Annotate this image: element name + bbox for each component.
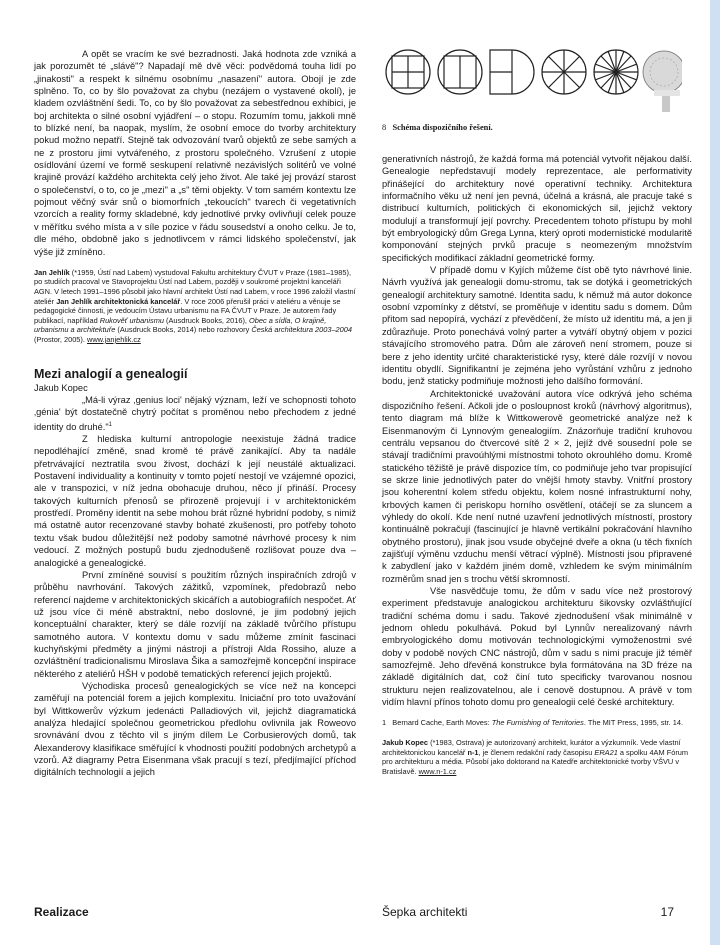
bio-text-5: (Ausdruck Books, 2014) nebo rozhovory	[115, 325, 252, 335]
footnote-text-2: . The MIT Press, 1995, str. 14.	[583, 718, 684, 728]
quote-text: „Má-li výraz ‚genius loci' nějaký význam, leží ve schopnosti tohoto ‚génia' být dostatečně chytrý počítat s proměnou nebo přechodem z jedné identity do druhé."	[34, 394, 356, 432]
footnote-number: 1	[382, 718, 387, 728]
footnote-ref: 1	[108, 421, 112, 428]
right-paragraph-4: Vše nasvědčuje tomu, že dům v sadu více než prostorový experiment představuje analogickou architekturu šikovsky ozvláštňující tradiční schéma domu i sadu. Takové zjednodušení však minimálně v jednom ohledu pokulhává. Pokud byl Lynnův nerealizovaný návrh embryologického domu motivován technologickými vymoženostmi své doby v podobě nových CNC nástrojů, dům v sadu s nimi pracuje již téměř samozřejmě. Jeho dřevěná konstrukce byla formátována na 3D fréze na základě digitálních dat, což činí tuto specificky tvarovanou nosnou strukturu nejen realizovatelnou, ale i cenově dostupnou. A právě v tom vidím hlavní přínos tohoto domu pro genealogii celé české architektury.	[382, 586, 692, 708]
footnote	[382, 718, 692, 728]
bio-text-2: . V roce 2006 přerušil práci v ateliéru a věnuje se pedagogické činnosti, je vedoucím Ústavu urbanismu na FA ČVUT v Praze. Je autorem řady publikací, například	[34, 296, 341, 325]
page-edge-strip	[710, 0, 720, 945]
figure-caption	[382, 123, 493, 132]
bio2-journal: ERA21	[594, 747, 618, 757]
page-footer	[0, 905, 710, 925]
footer-title: Šepka architekti	[382, 905, 468, 919]
layout-scheme-figure	[382, 46, 682, 118]
footnote-title: The Furnishing of Territories	[491, 718, 584, 728]
caption-text: Schéma dispozičního řešení.	[392, 123, 493, 132]
diagram-step-3	[490, 50, 534, 94]
left-column	[34, 48, 356, 779]
paragraph-2: Z hlediska kulturní antropologie neexistuje žádná tradice nepodléhající změně, snad kromě té právě zanikající. Aby ta nadále přetrvávající neztratila svou živost, dochází k její neustálé aktualizaci. Postavení individuality a kontinuity v tomto pojetí nestojí ve vzájemné opozici, ale v transpozici, v níž jedna obohacuje druhou, něco jí přináší. Procesy takových kulturních přenosů se přirozeně projevují i v architektonickém prostředí. Proměny identit na sebe mohou brát různé hybridní podoby, s nimiž má ostatně autor recenzované stavby bohaté zkušenosti, pro potřeby tohoto textu však budou důležitější než podoby samotné návrhové procesy k nim vedoucí. Z možných postupů budu zjednodušeně rozlišovat pouze dva – analogické a genealogické.	[34, 434, 356, 568]
diagram-step-4	[542, 50, 586, 94]
epigraph-quote	[34, 394, 356, 433]
diagram-step-5	[594, 50, 638, 94]
bio2-website-link[interactable]: www.n-1.cz	[418, 766, 457, 776]
caption-number: 8	[382, 123, 387, 132]
bio2-text-3: a spolku 4AM Fórum pro architekturu a média. Působí jako doktorand na Katedře architektonické tvorby VŠVU v Bratislavě.	[382, 747, 689, 776]
right-paragraph-1: generativních nástrojů, že každá forma má potenciál vytvořit nějakou další. Genealogie nepředstavují modely reprezentace, ale performativity přinášející do architektury nové operativní techniky. Architektura informačního věku už není jen pevná, účelná a krásná, ale pracuje také s distribucí kulturních, politických či ekonomických sil, jejichž vektory modulují a transformují její povrchy. Precedentem tohoto přístupu by mohl být embryologický dům Grega Lynna, který oproti modernistické modularitě komponování stejných prvků pracuje s neomezeným množstvím specifických modifikací základní geometrické formy.	[382, 154, 692, 263]
author-bio-kopec	[382, 738, 692, 776]
bio-studio: Jan Jehlík architektonická kancelář	[56, 296, 181, 306]
layout-diagram-svg	[382, 46, 682, 118]
right-paragraph-3: Architektonické uvažování autora více odkrývá jeho schéma dispozičního řešení. Ačkoli jde o posloupnost kroků (návrhový algoritmus), tento diagram má blíže k Wittkowerově geometrické analýze než k Eisenmanovým či Lynnovým genealogiím. Znázorňuje tradiční kruhovou centrálu vepsanou do čtvercové sítě 2 × 2, jejíž dvě sousední pole se stávají tradičními pravoúhlými místnostmi tohoto okrouhlého domu. Kromě statického těžiště je právě dispozice tím, co podmiňuje jeho tvar propisující se skrze linie jednotlivých pater do vnější hmoty stavby. Vnitřní prostory jsou koherentní kolem středu objektu, kolem nosné infrastrukturní nohy, krbových kamen či periskopu horního osvětlení, otáčejí se za sluncem a výhledy do okolí. Kde není nutné uzavření jednotlivých místností, prostory kontinuálně pokračují (fascinující je hlavně vertikální pokračování hlavního obytného prostoru), jinak jsou vsude obyčejné dveře a okna (u těch fixních zajišťují výměnu vzduchu menší větrací výplně). Místnosti jsou připravené k zabydlení jako v každém jiném domě, vzhledem ke svým minimálním rozměrům snad jen s trochu větší skromností.	[382, 388, 692, 584]
bio-name: Jan Jehlík	[34, 267, 70, 277]
diagram-step-2	[438, 50, 482, 94]
intro-paragraph: A opět se vracím ke své bezradnosti. Jaká hodnota zde vzniká a jak porozumět té „slávě"? Napadají mě dvě věci: podvědomá touha lidí po „jinakosti" a respekt k silnému osobnímu „nasazení" autora. Obojí je zde splněno. To, co by šlo považovat za chybu (nezájem o vystavené okolí), je kladem ozvláštnění šedi. To, co by šlo považovat za sebestřednou exhibici, je boj architekta o silné osobní vyjádření – o stopu. Rozumím tomu, jakkoli mně to blízké není, ba naopak, myslím, že osobní emoce do tvorby architektury pokud možno nepatří. Stejně tak odvozování tvarů objektů ze sebe samých a ne z prostoru jimi vytvářeného, z prostoru společného. Vzrušení z utopie osídlování území ve formě seskupení relativně nezávislých solitérů ve volné krajině provází každého architekta celý jeho život. Ale také jej provází starost o společenství, o to, co je „mezi" a „s" těmi objekty. V tom samém kontextu lze pojmout věčný svár snů o biomorfních „tekoucích" tvarech či vegetativních vzorcích a reality formy skladebné, kdy jednotlivé prvky ovlivňují celek pouze v měřítku svého místa a v síle pozice v řádu sousedství a onoho celku. Je to, dle mého, obdobně jako s jednotlivcem v rámci lidského společenství, jak výše již zmíněno.	[34, 49, 356, 257]
bio2-name: Jakub Kopec	[382, 738, 429, 748]
bio-text: (*1959, Ústí nad Labem) vystudoval Fakultu architektury ČVUT v Praze (1981–1985), po studiích pracoval ve Stavoprojektu Ústí nad Labem, později v soukromé projektní kanceláři AGN. V letech 1991–1996 působil jako hlavní architekt Ústí nad Labem, v roce 1996 založil vlastní ateliér	[34, 267, 356, 306]
bio2-text-2: , je členem redakční rady časopisu	[478, 747, 595, 757]
page-number: 17	[660, 905, 674, 919]
bio-text-6: (Prostor, 2005).	[34, 335, 87, 344]
author-bio-jehlik	[34, 268, 356, 345]
bio-book-2: Obec a sídla	[249, 315, 291, 325]
bio-book-3: O krajině, urbanismu a architektuře	[34, 315, 327, 335]
article-author: Jakub Kopec	[34, 382, 88, 393]
bio2-text: (*1983, Ostrava) je autorizovaný architekt, kurátor a výzkumník. Vede vlastní architektonickou kancelář	[382, 738, 681, 757]
paragraph-4: Východiska procesů genealogických se více než na koncepci zaměřují na potenciál forem a jejich komplexitu. Iniciační pro toto uvažování byl Wittkowerův výzkum jedenácti Palladiových vil, jejichž diagramatická analýza hledající společnou geometrickou předlohu ovlivnila jak Roweovo srovnávání dvou z těchto vil s jiným dílem Le Corbusierových domů, tak Alexanderovy klasifikace směřující k vhodnosti použití podobných archetypů a vzorů. Až diagramy Petra Eisenmana však pracují s tezí, předjímající příchod digitálních technologií a jejich	[34, 680, 356, 778]
bio-text-3: (Ausdruck Books, 2016),	[163, 315, 250, 325]
paragraph-3: První zmíněné souvisí s použitím různých inspiračních zdrojů v průběhu navrhování. Takových zážitků, vzpomínek, předobrazů nebo referencí najdeme v architektonických skicářích a autobiografiích nespočet. Ať už jsou více či méně abstraktní, nebo doslovné, je jim podobný jejich konceptuální charakter, který se dále rozvíjí na základě tvůrčího přístupu samotného autora. V kontextu domu v sadu můžeme zmínit fascinaci kuchyňskými předměty a jinými nástroji a přístroji Alda Rossiho, aluze a ozvláštnění tradicionalismu Miroslava Šika a samozřejmě koncepční inspirace některého z ateliérů HŠH v podobě tematických referencí jejich projektů.	[34, 569, 356, 679]
bio-website-link[interactable]: www.janjehlik.cz	[87, 335, 141, 344]
bio2-office: n-1	[467, 747, 479, 757]
section-heading: Mezi analogií a genealogií	[34, 366, 188, 381]
diagram-step-1	[386, 50, 430, 94]
model-photo	[643, 48, 682, 118]
right-paragraph-2: V případě domu v Kyjích můžeme číst obě tyto návrhové linie. Návrh využívá jak genealogii domu-stromu, tak se dotýká i geometrických genealogií architektury samotné. Identita sadu, k němuž má autor dokonce osobní vzpomínky z dětství, se proměňuje v identitu sadu s domem. Dům přitom sad nepopírá, vychází z převědčení, že místo už identitu má, a jen ji zdůrazňuje. Proto ponechává volný parter a vytváří obytný objem v pozici stávajícího stromového patra. Dům ale zároveň není stromem, pouze si bere z jeho identity určité charakteristické rysy, které dále rozvíjí v novou identitu obydlí. Signifikantní je zejména jeho vyrůstání vzhůru z jednoho bodu, jenž staticky podmiňuje možnosti jeho dalšího formování.	[382, 265, 692, 387]
footnote-text: Bernard Cache, Earth Moves:	[392, 718, 492, 728]
right-column	[382, 153, 692, 776]
footer-section: Realizace	[34, 905, 89, 919]
bio-text-4: ,	[290, 315, 295, 325]
bio-book-4: Česká architektura 2003–2004	[251, 325, 352, 335]
bio-book-1: Rukověť urbanismu	[99, 315, 164, 325]
